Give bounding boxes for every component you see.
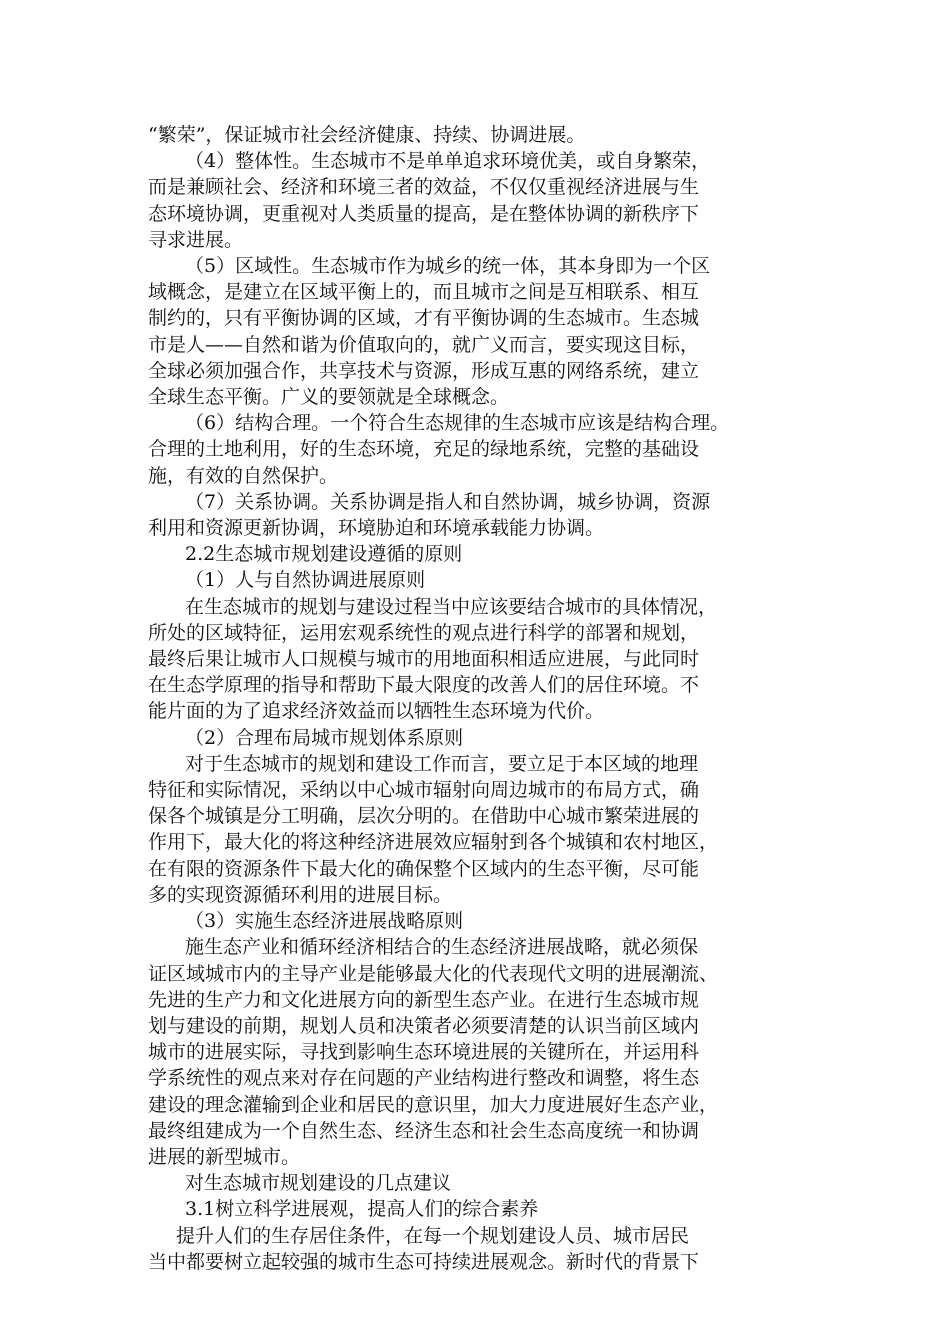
- line-22: 在生态学原理的指导和帮助下最大限度的改善人们的居住环境。不: [148, 674, 700, 697]
- line-27: 保各个城镇是分工明确，层次分明的。在借助中心城市繁荣进展的: [148, 805, 700, 828]
- line-28: 作用下，最大化的将这种经济进展效应辐射到各个城镇和农村地区，: [148, 831, 719, 854]
- line-19: 在生态城市的规划与建设过程当中应该要结合城市的具体情况，: [185, 595, 718, 618]
- line-8: 制约的，只有平衡协调的区域，才有平衡协调的生态城市。生态城: [148, 307, 700, 330]
- line-23: 能片面的为了追求经济效益而以牺牲生态环境为代价。: [148, 700, 605, 723]
- line-11: 全球生态平衡。广义的要领就是全球概念。: [148, 386, 510, 409]
- line-16: 利用和资源更新协调，环境胁迫和环境承载能力协调。: [148, 517, 605, 540]
- line-12: （6）结构合理。一个符合生态规律的生态城市应该是结构合理。: [185, 412, 730, 435]
- line-39: 最终组建成为一个自然生态、经济生态和社会生态高度统一和协调: [148, 1119, 700, 1142]
- line-5: 寻求进展。: [148, 228, 244, 251]
- section-heading-2-2: 2.2生态城市规划建设遵循的原则: [185, 543, 463, 566]
- line-10: 全球必须加强合作，共享技术与资源，形成互惠的网络系统，建立: [148, 359, 700, 382]
- subheading-principle-3: （3）实施生态经济进展战略原则: [185, 910, 464, 933]
- line-9: 市是人——自然和谐为价值取向的，就广义而言，要实现这目标，: [148, 333, 700, 356]
- line-34: 先进的生产力和文化进展方向的新型生态产业。在进行生态城市规: [148, 988, 700, 1011]
- line-36: 城市的进展实际，寻找到影响生态环境进展的关键所在，并运用科: [148, 1041, 700, 1064]
- line-40: 进展的新型城市。: [148, 1145, 301, 1168]
- line-15: （7）关系协调。关系协调是指人和自然协调，城乡协调，资源: [185, 490, 711, 513]
- line-13: 合理的土地利用，好的生态环境，充足的绿地系统，完整的基础设: [148, 438, 700, 461]
- line-3: 而是兼顾社会、经济和环境三者的效益，不仅仅重视经济进展与生: [148, 176, 700, 199]
- section-heading-3-1: 3.1树立科学进展观，提高人们的综合素养: [185, 1198, 539, 1221]
- line-2: （4）整体性。生态城市不是单单追求环境优美，或自身繁荣，: [185, 150, 711, 173]
- subheading-principle-1: （1）人与自然协调进展原则: [185, 569, 426, 592]
- line-32: 施生态产业和循环经济相结合的生态经济进展战略，就必须保: [185, 936, 699, 959]
- line-14: 施，有效的自然保护。: [148, 464, 339, 487]
- line-35: 划与建设的前期，规划人员和决策者必须要清楚的认识当前区域内: [148, 1014, 700, 1037]
- line-25: 对于生态城市的规划和建设工作而言，要立足于本区域的地理: [185, 752, 699, 775]
- line-6: （5）区域性。生态城市作为城乡的统一体，其本身即为一个区: [185, 255, 711, 278]
- line-43: 提升人们的生存居住条件，在每一个规划建设人员、城市居民: [176, 1224, 690, 1247]
- line-1: “繁荣”，保证城市社会经济健康、持续、协调进展。: [148, 124, 586, 146]
- line-20: 所处的区域特征，运用宏观系统性的观点进行科学的部署和规划，: [148, 621, 700, 644]
- line-26: 特征和实际情况，采纳以中心城市辐射向周边城市的布局方式，确: [148, 779, 700, 802]
- section-heading-3: 对生态城市规划建设的几点建议: [185, 1172, 452, 1195]
- line-37: 学系统性的观点来对存在问题的产业结构进行整改和调整，将生态: [148, 1067, 700, 1090]
- line-29: 在有限的资源条件下最大化的确保整个区域内的生态平衡，尽可能: [148, 857, 700, 880]
- document-body: [148, 122, 848, 1275]
- line-4: 态环境协调，更重视对人类质量的提高，是在整体协调的新秩序下: [148, 202, 700, 225]
- line-44: 当中都要树立起较强的城市生态可持续进展观念。新时代的背景下: [148, 1250, 700, 1273]
- line-7: 域概念，是建立在区域平衡上的，而且城市之间是互相联系、相互: [148, 281, 700, 304]
- line-30: 多的实现资源循环利用的进展目标。: [148, 883, 453, 906]
- line-21: 最终后果让城市人口规模与城市的用地面积相适应进展，与此同时: [148, 648, 700, 671]
- line-38: 建设的理念灌输到企业和居民的意识里，加大力度进展好生态产业，: [148, 1093, 719, 1116]
- subheading-principle-2: （2）合理布局城市规划体系原则: [185, 726, 464, 749]
- line-33: 证区域城市内的主导产业是能够最大化的代表现代文明的进展潮流、: [148, 962, 719, 985]
